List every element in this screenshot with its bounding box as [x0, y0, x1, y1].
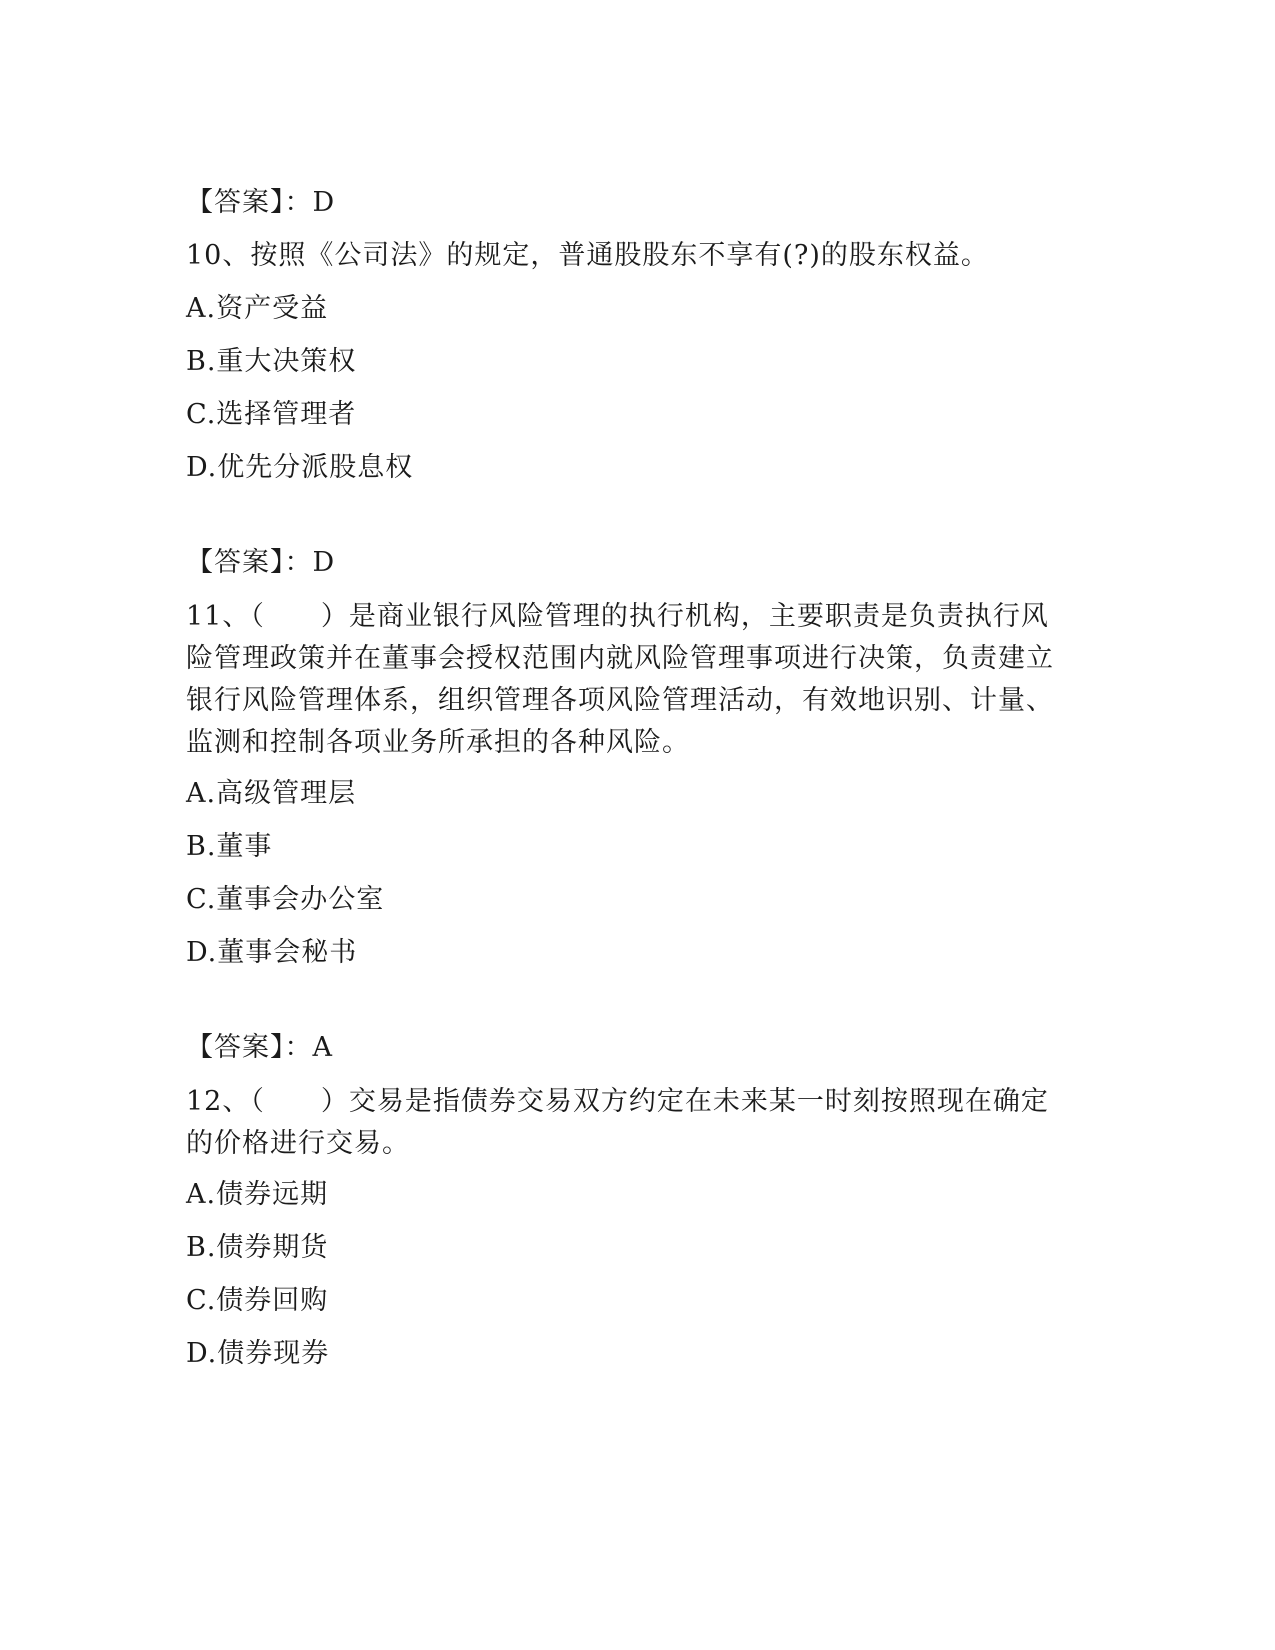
question-10-option-b: B.重大决策权 [186, 346, 357, 377]
question-12-option-b: B.债券期货 [186, 1232, 329, 1263]
question-10-option-d: D.优先分派股息权 [186, 452, 414, 483]
question-11-text: 11、（ ）是商业银行风险管理的执行机构，主要职责是负责执行风险管理政策并在董事会授权范围内就风险管理事项进行决策，负责建立银行风险管理体系，组织管理各项风险管理活动，有效地识别、计量、监测和控制各项业务所承担的各种风险。 [186, 601, 1054, 758]
question-10-option-c: C.选择管理者 [186, 399, 357, 430]
answer-label: 【答案】：D [186, 187, 336, 218]
question-12-option-a: A.债券远期 [186, 1179, 329, 1210]
question-10-text: 10、按照《公司法》的规定，普通股股东不享有(?)的股东权益。 [186, 240, 989, 271]
answer-label: 【答案】：A [186, 1032, 333, 1063]
answer-label: 【答案】：D [186, 547, 336, 578]
question-12-option-c: C.债券回购 [186, 1285, 329, 1316]
question-10-option-a: A.资产受益 [186, 293, 329, 324]
question-11-option-b: B.董事 [186, 831, 273, 862]
question-11-option-d: D.董事会秘书 [186, 937, 358, 968]
question-12-text: 12、（ ）交易是指债券交易双方约定在未来某一时刻按照现在确定的价格进行交易。 [186, 1086, 1049, 1159]
question-12-option-d: D.债券现券 [186, 1338, 330, 1369]
question-11-option-a: A.高级管理层 [186, 778, 357, 809]
question-11-option-c: C.董事会办公室 [186, 884, 385, 915]
